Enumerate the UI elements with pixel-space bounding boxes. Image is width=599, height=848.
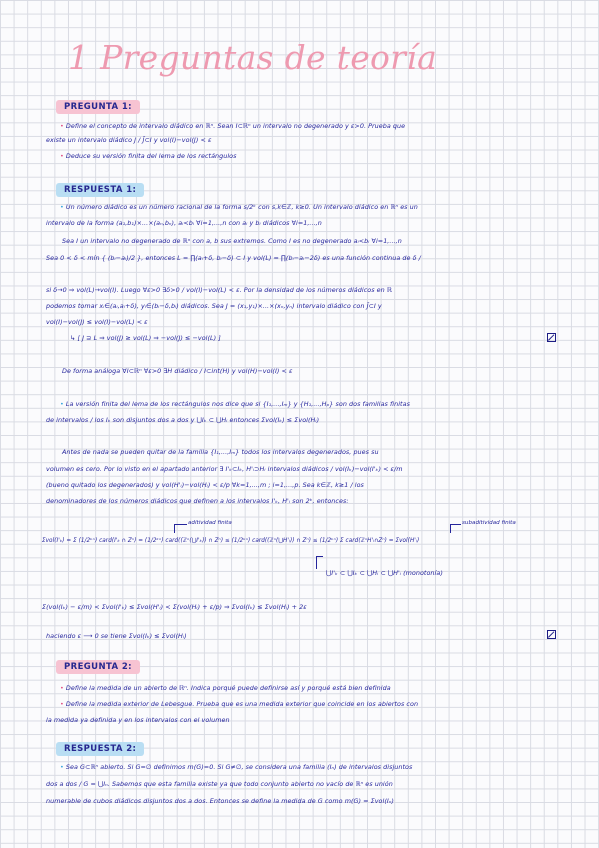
question-2-label: PREGUNTA 2: xyxy=(56,660,140,674)
q1-line-3: • Deduce su versión finita del lema de los rectángulos xyxy=(60,152,237,160)
a1-line-14: (bueno quitado los degenerados) y vol(H'ᵢ)−vol(Hᵢ) < ε/p ∀k=1,...,m ; i=1,...,p. Sea k∈ℤ, k≥1 / los xyxy=(46,481,364,489)
a2-line-2: dos a dos / G = ⋃Iₙ. Sabemos que esta familia existe ya que todo conjunto abierto no vacío de ℝⁿ es unión xyxy=(46,780,393,788)
a2-line-3: numerable de cubos diádicos disjuntos dos a dos. Entonces se define la medida de G como m(G) = Σvol(Iₙ) xyxy=(46,797,394,805)
a1-line-10: • La versión finita del lema de los rectángulos nos dice que si {I₁,...,Iₘ} y {H₁,...,Hₚ} son dos familias finitas xyxy=(60,400,410,408)
bullet-icon: • xyxy=(60,203,66,211)
a1-line-4: Sea 0 < δ < mín { (bᵢ−aᵢ)/2 }, entonces L = ∏(aᵢ+δ, bᵢ−δ) ⊂ I y vol(L) = ∏(bᵢ−aᵢ−2δ) es una función continua de δ / xyxy=(46,254,421,262)
q2-line-1: • Define la medida de un abierto de ℝⁿ. Indica porqué puede definirse así y porqué está bien definida xyxy=(60,684,391,692)
bullet-icon: • xyxy=(60,763,66,771)
q2-line-2: • Define la medida exterior de Lebesgue. Prueba que es una medida exterior que coincide en los abiertos con xyxy=(60,700,419,708)
qed-square-icon xyxy=(547,630,556,639)
bullet-icon: • xyxy=(60,684,66,692)
a1-line-8: ↳ [ J ⊇ L ⇒ vol(J) ≥ vol(L) ⇒ −vol(J) ≤ −vol(L) ] xyxy=(70,334,221,342)
a1-line-6: podemos tomar xᵢ∈(aᵢ,aᵢ+δ), yᵢ∈(bᵢ−δ,bᵢ) diádicos. Sea J = (x₁,y₁)×...×(xₙ,yₙ) intervalo diádico con J̄⊂I y xyxy=(46,302,382,310)
a1-line-2: intervalo de la forma (a₁,b₁)×...×(aₙ,bₙ), aᵢ<bᵢ ∀i=1,...,n con aᵢ y bᵢ diádicos ∀i=1,...,n xyxy=(46,219,322,227)
note-aditividad: aditividad finita xyxy=(188,520,232,526)
a1-line-18: Σ(vol(Iₖ) − ε/m) < Σvol(I'ₖ) ≤ Σvol(H'ᵢ) < Σ(vol(Hᵢ) + ε/p) ⇒ Σvol(Iₖ) ≤ Σvol(Hᵢ) + 2ε xyxy=(42,603,307,611)
annotation-arrow-icon xyxy=(174,524,187,533)
a1-line-7: vol(I)−vol(J) ≤ vol(I)−vol(L) < ε xyxy=(46,318,148,326)
note-subaditividad: subaditividad finita xyxy=(462,520,516,526)
a1-line-12: Antes de nada se pueden quitar de la familia {I₁,...,Iₘ} todos los intervalos degenerados, pues su xyxy=(62,448,379,456)
qed-square-icon xyxy=(547,333,556,342)
a1-line-3: Sea I un intervalo no degenerado de ℝⁿ con a, b sus extremos. Como I es no degenerado aᵢ<bᵢ ∀i=1,...,n xyxy=(62,237,402,245)
a1-line-19: haciendo ε ⟶ 0 se tiene Σvol(Iₖ) ≤ Σvol(Hᵢ) xyxy=(46,632,187,640)
annotation-arrow-icon xyxy=(316,556,323,569)
q1-line-1: • Define el concepto de intervalo diádico en ℝⁿ. Sean I⊂ℝⁿ un intervalo no degenerado y ε>0. Prueba que xyxy=(60,122,406,130)
page-title: 1 Preguntas de teoría xyxy=(68,38,438,77)
answer-2-label: RESPUESTA 2: xyxy=(56,742,144,756)
answer-1-label: RESPUESTA 1: xyxy=(56,183,144,197)
a1-line-13: volumen es cero. Por lo visto en el apartado anterior ∃ I'ₖ⊂Iₖ, H'ᵢ⊃Hᵢ intervalos diádicos / vol(Iₖ)−vol(I'ₖ) < ε/m xyxy=(46,465,403,473)
q1-line-2: existe un intervalo diádico J / J̄⊂I y vol(I)−vol(J) < ε xyxy=(46,136,212,144)
a2-line-1: • Sea G⊂ℝⁿ abierto. Si G=∅ definimos m(G)=0. Si G≠∅, se considera una familia (Iₙ) de intervalos disjuntos xyxy=(60,763,413,771)
question-1-label: PREGUNTA 1: xyxy=(56,100,140,114)
a1-line-9: De forma análoga ∀I⊂ℝⁿ ∀ε>0 ∃H diádico / I⊂int(H) y vol(H)−vol(I) < ε xyxy=(62,367,293,375)
q2-line-3: la medida ya definida y en los intervalos con el volumen xyxy=(46,716,230,724)
a1-line-11: de intervalos / los Iₖ son disjuntos dos a dos y ⋃Iₖ ⊂ ⋃Hᵢ entonces Σvol(Iₖ) ≤ Σvol(Hᵢ) xyxy=(46,416,320,424)
annotation-arrow-icon xyxy=(450,524,461,533)
bullet-icon: • xyxy=(60,152,66,160)
a1-line-15: denominadores de los números diádicos que definen a los intervalos I'ₖ, H'ᵢ son 2ᵏ, entonces: xyxy=(46,497,349,505)
bullet-icon: • xyxy=(60,122,66,130)
bullet-icon: • xyxy=(60,700,66,708)
a1-line-5: si δ→0 ⇒ vol(L)→vol(I). Luego ∀ε>0 ∃δ>0 / vol(I)−vol(L) < ε. Por la densidad de los números diádicos en ℝ xyxy=(46,286,392,294)
a1-line-17: ⋃I'ₖ ⊂ ⋃Iₖ ⊂ ⋃Hᵢ ⊂ ⋃H'ᵢ (monotonía) xyxy=(326,569,443,577)
bullet-icon: • xyxy=(60,400,66,408)
a1-line-1: • Un número diádico es un número racional de la forma s/2ᵏ con s,k∈ℤ, k≥0. Un intervalo diádico en ℝⁿ es un xyxy=(60,203,418,211)
a1-line-16: Σvol(I'ₖ) = Σ (1/2ᵏⁿ) card(I'ₖ ∩ Zⁿ) = (1/2ᵏⁿ) card((ℤⁿ(⋃I'ₖ)) ∩ Zⁿ) ≤ (1/2ᵏⁿ) card((ℤⁿ(⋃H'ᵢ)) ∩ Zⁿ) ≤ (1/2ᵏⁿ) Σ card(ℤⁿH'ᵢ∩Zⁿ) = Σvol(H'ᵢ) xyxy=(42,538,420,544)
